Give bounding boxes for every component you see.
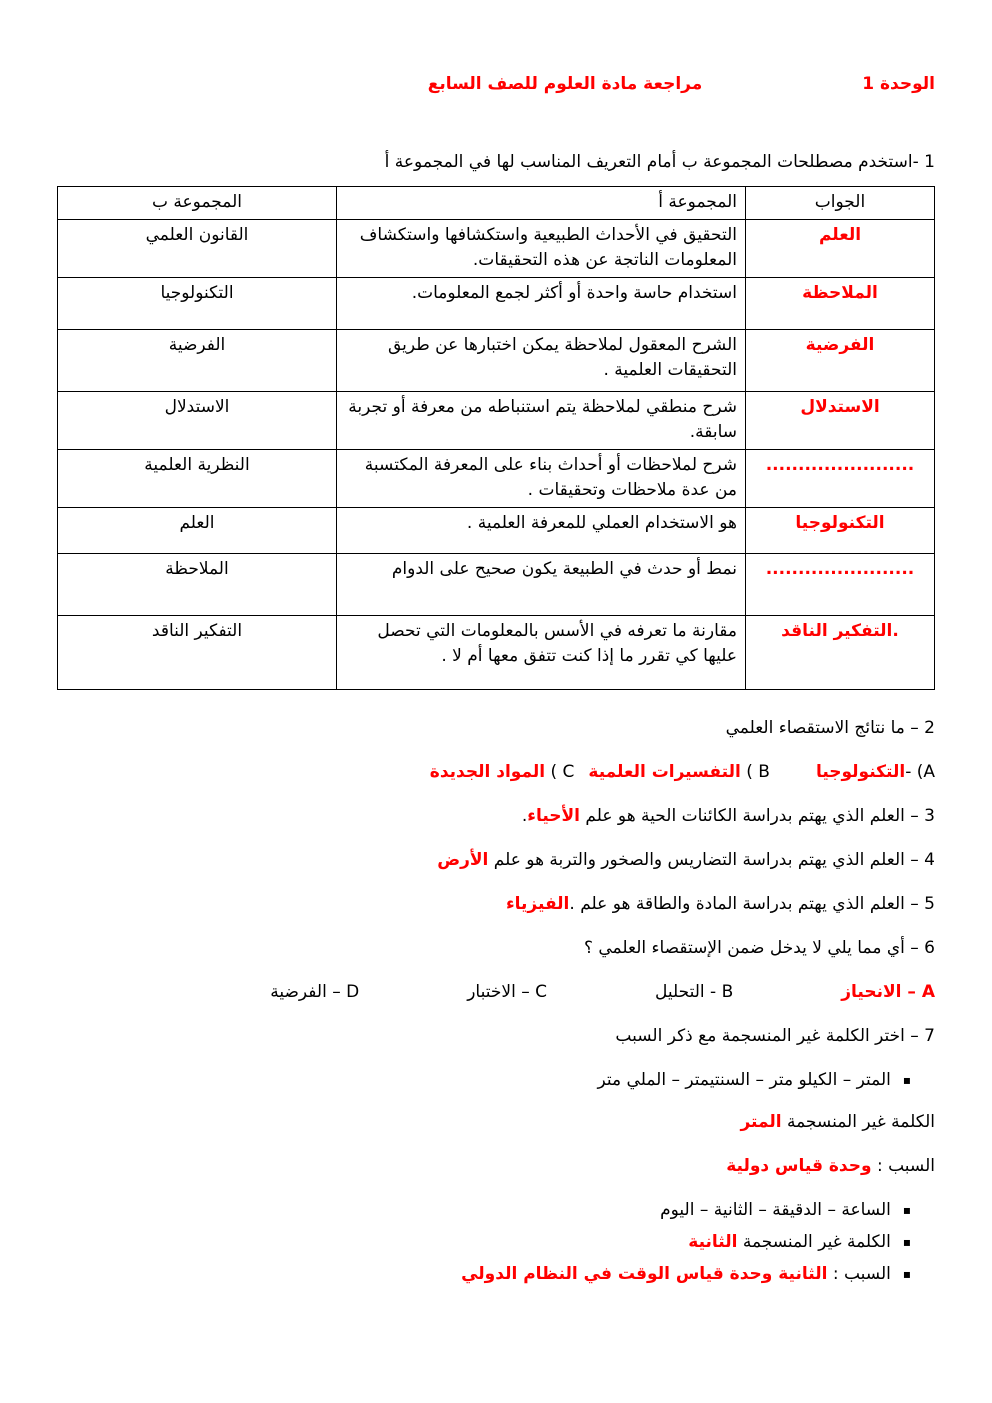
term-cell: التفكير الناقد xyxy=(58,615,337,689)
list-item: ▪ الساعة – الدقيقة – الثانية – اليوم xyxy=(57,1198,911,1222)
document-header xyxy=(57,72,935,96)
term-cell: التكنولوجيا xyxy=(58,277,337,329)
option-b-label: B ) xyxy=(740,761,770,782)
definition-cell: استخدام حاسة واحدة أو أكثر لجمع المعلومات. xyxy=(337,277,746,329)
definition-cell: التحقيق في الأحداث الطبيعية واستكشافها واستكشاف المعلومات الناتجة عن هذه التحقيقات. xyxy=(337,219,746,277)
table-header-row xyxy=(58,187,935,220)
list-item: ▪ المتر – الكيلو متر – السنتيمتر – الملي متر xyxy=(57,1068,911,1092)
answer-cell: العلم xyxy=(746,219,935,277)
definition-cell: شرح منطقي لملاحظة يتم استنباطه من معرفة أو تجربة سابقة. xyxy=(337,391,746,449)
answer-cell: الملاحظة xyxy=(746,277,935,329)
question-6: 6 – أي مما يلي لا يدخل ضمن الإستقصاء العلمي ؟ xyxy=(583,937,935,958)
question-3 xyxy=(57,804,935,828)
answer-cell: الاستدلال xyxy=(746,391,935,449)
answer-cell: ....................... xyxy=(746,553,935,615)
option-d: D – الفرضية xyxy=(270,981,360,1002)
reason-value: وحدة قياس دولية xyxy=(726,1155,872,1176)
list-item xyxy=(57,1230,911,1254)
question-6-options xyxy=(57,980,935,1004)
question-2: 2 – ما نتائج الاستقصاء العلمي xyxy=(725,717,935,738)
term-cell: الملاحظة xyxy=(58,553,337,615)
reason-value: الثانية وحدة قياس الوقت في النظام الدولي xyxy=(461,1263,828,1284)
term-cell: الفرضية xyxy=(58,329,337,391)
answer-cell: ....................... xyxy=(746,449,935,507)
odd-word-label: الكلمة غير المنسجمة xyxy=(737,1231,891,1252)
definition-cell: شرح لملاحظات أو أحداث بناء على المعرفة المكتسبة من عدة ملاحظات وتحقيقات . xyxy=(337,449,746,507)
question-4-answer: الأرض xyxy=(437,849,489,870)
question-5-answer: الفيزياء xyxy=(505,893,570,914)
answer-cell: التكنولوجيا xyxy=(746,507,935,553)
answer-cell: .التفكير الناقد xyxy=(746,615,935,689)
question-7-list-2 xyxy=(57,1198,911,1286)
answer-cell: الفرضية xyxy=(746,329,935,391)
odd-word-value: المتر xyxy=(740,1111,782,1132)
option-c: C – الاختبار xyxy=(467,981,547,1002)
term-cell: القانون العلمي xyxy=(58,219,337,277)
question-5-text: 5 – العلم الذي يهتم بدراسة المادة والطاقة هو علم . xyxy=(569,893,935,914)
reason-label: السبب : xyxy=(871,1155,935,1176)
column-header-group-b: المجموعة ب xyxy=(58,187,337,220)
question-1: 1 -استخدم مصطلحات المجموعة ب أمام التعريف المناسب لها في المجموعة أ xyxy=(384,152,935,172)
term-cell: النظرية العلمية xyxy=(58,449,337,507)
option-a-label: A) - xyxy=(905,761,935,782)
question-2-options xyxy=(57,760,935,784)
question-7-list-1 xyxy=(57,1068,911,1092)
definition-cell: نمط أو حدث في الطبيعة يكون صحيح على الدوام xyxy=(337,553,746,615)
question-3-text: 3 – العلم الذي يهتم بدراسة الكائنات الحية هو علم xyxy=(580,805,935,826)
question-3-period: . xyxy=(521,805,528,826)
odd-word-line-1 xyxy=(57,1110,935,1134)
column-header-answer: الجواب xyxy=(746,187,935,220)
option-c-value: المواد الجديدة xyxy=(429,761,546,782)
term-cell: العلم xyxy=(58,507,337,553)
question-4 xyxy=(57,848,935,872)
odd-word-value: الثانية xyxy=(688,1231,738,1252)
option-c-label: C ) xyxy=(545,761,575,782)
definition-cell: مقارنة ما تعرفه في الأسس بالمعلومات التي تحصل عليها كي تقرر ما إذا كنت تتفق معها أم لا . xyxy=(337,615,746,689)
question-5 xyxy=(57,892,935,916)
list-item xyxy=(57,1262,911,1286)
table-row xyxy=(58,615,935,689)
term-cell: الاستدلال xyxy=(58,391,337,449)
reason-label: السبب : xyxy=(827,1263,891,1284)
table-row xyxy=(58,391,935,449)
question-7: 7 – اختر الكلمة غير المنسجمة مع ذكر السبب xyxy=(615,1025,935,1046)
option-a: A – الانحياز xyxy=(841,981,935,1002)
definition-cell: الشرح المعقول لملاحظة يمكن اختبارها عن طريق التحقيقات العلمية . xyxy=(337,329,746,391)
option-b-value: التفسيرات العلمية xyxy=(588,761,741,782)
table-row xyxy=(58,329,935,391)
table-row xyxy=(58,553,935,615)
table-row xyxy=(58,449,935,507)
unit-label: الوحدة 1 xyxy=(862,74,935,94)
question-4-text: 4 – العلم الذي يهتم بدراسة التضاريس والصخور والتربة هو علم xyxy=(488,849,935,870)
table-row xyxy=(58,277,935,329)
option-a-value: التكنولوجيا xyxy=(815,761,906,782)
option-b: B - التحليل xyxy=(654,981,734,1002)
odd-word-label: الكلمة غير المنسجمة xyxy=(781,1111,935,1132)
document-title: مراجعة مادة العلوم للصف السابع xyxy=(427,74,703,94)
table-row xyxy=(58,219,935,277)
matching-table xyxy=(57,186,935,690)
question-3-answer: الأحياء xyxy=(527,805,581,826)
table-row xyxy=(58,507,935,553)
column-header-group-a: المجموعة أ xyxy=(337,187,746,220)
reason-line-1 xyxy=(57,1154,935,1178)
definition-cell: هو الاستخدام العملي للمعرفة العلمية . xyxy=(337,507,746,553)
